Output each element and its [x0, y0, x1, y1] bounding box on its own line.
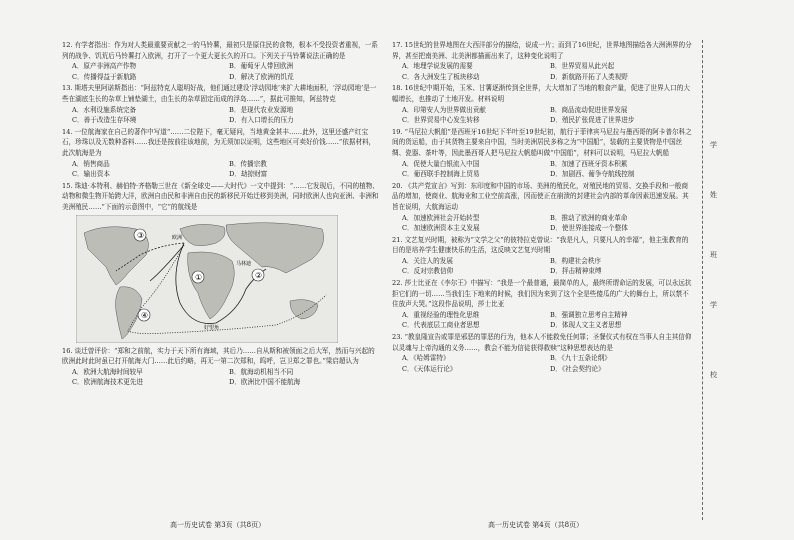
answer-option: A．水利设施系统完备 — [72, 105, 137, 114]
world-map-svg — [76, 215, 338, 343]
answer-option: D．有入口增长的压力 — [229, 116, 294, 125]
question-stem: 15. 珠迪·本特利、赫伯特·齐格勒三世在《新全球史——大时代》一文中提到：“……它发现后，不同的植物、动物和微生物开始跨大洋，欧洲自由民和非洲自由民的新移民开始迁移到美洲，同时欧洲人也向亚洲、非洲和美洲殖民……”下面的示意图中，“它”的航线是 — [62, 181, 379, 211]
question-stem: 12. 有学者指出：作为对人类最重要贡献之一的马铃薯，最初只是原住民的食物，根本不受投资者重视，一系列的战争、饥荒后马铃薯打入欧洲，打开了一个更大更长久的开口。下列关于马铃薯说法正确的是 — [62, 41, 378, 60]
question-stem: 16. 谈迁曾评价：“郑和之前航，实力于天下所有海域，其后乃……自从斯和被领面之后大军，然而与兴起的欧洲此时此时虽已打开航海大门……此后约略，再无一第二次郑和，呜呼，岂卫郑之罪也。”梁启超认为 — [62, 346, 375, 366]
answer-option: C．善于改造生存环境 — [72, 116, 137, 125]
answer-option: D．欧洲比中国不能航海 — [229, 378, 301, 387]
question-block — [392, 278, 692, 331]
answer-options — [392, 310, 692, 331]
question-stem: 18. 16世纪中期开始，玉米、甘薯逐渐传到全世界，大大增加了当地的粮食产量，促进了世界人口的大幅增长，也推动了土地开发。材料说明 — [392, 84, 690, 103]
binding-label: 姓 — [710, 191, 717, 199]
answer-option: A．地理学说发展的需要 — [402, 62, 473, 71]
question-stem: 21. 文艺复兴时期，被称为“文学之父”的彼特拉克曾说：“我是凡人，只要凡人的幸福”，他主张教育的目的是培养学生健康快乐的生活，这反映文艺复兴时期 — [392, 235, 689, 255]
question-block — [392, 83, 692, 125]
question-block — [392, 40, 692, 82]
question-stem: 19. “马尼拉大帆船”是西班牙16世纪下半叶至19世纪初，航行于菲律宾马尼拉与墨西哥的阿卡普尔科之间的货运船，由于其货物主要来自中国，当时美洲居民多称之为“中国船”，装载的主要货物是中国丝绸、瓷器、茶叶等，因此墨西哥人把马尼拉大帆船叫做“中国船”，材料可以说明，马尼拉大帆船 — [392, 127, 692, 157]
answer-option: A．关注人的发展 — [402, 256, 453, 265]
answer-option: D．加剧西、葡争夺航线控制 — [550, 170, 635, 179]
answer-options — [62, 105, 380, 126]
question-stem: 17. 15世纪的世界地图在大西洋部分的描绘，说成一片；而到了16世纪，世界地图描绘各大洲洲界的分界，甚至把南美洲、北美洲都描画出来了，这种变化说明了 — [392, 41, 692, 60]
left-question-list — [62, 40, 380, 213]
answer-options — [62, 61, 380, 82]
answer-option: B．加速了西班牙资本积累 — [550, 159, 628, 168]
answer-option: B．推动了欧洲的商业革命 — [550, 213, 628, 222]
answer-options — [62, 367, 380, 388]
answer-option: C．输出资本 — [72, 170, 111, 179]
answer-option: C．代表底层工商业者思想 — [402, 321, 480, 330]
answer-option: B．《九十五条论纲》 — [550, 354, 611, 363]
binding-label: 班 — [710, 251, 717, 259]
answer-option: C．欧洲航海技术更先进 — [72, 378, 143, 387]
answer-option: A．促使大量白银流入中国 — [402, 159, 480, 168]
left-column — [62, 40, 380, 389]
answer-option: D．殖民扩张促进了世界进步 — [550, 116, 635, 125]
footer-page-4: 高一历史试卷 第4页（共8页） — [488, 521, 584, 529]
question-stem: 14. 一位航海家在自己的著作中写道“……二位陛下，毫无疑问，当地黄金甚丰……此外，这里还盛产红宝石，珍珠以及无数种香料……我还是按前往该地前，为无须加以证明，这些地区可卖好价钱……”依据材料，此次航海是为 — [62, 127, 376, 157]
question-block — [62, 181, 380, 213]
answer-option: A．重视经验的理性化思维 — [402, 310, 480, 319]
binding-line — [702, 40, 717, 520]
question-block — [392, 127, 692, 180]
answer-options — [392, 159, 692, 180]
answer-option: D．抨击精神束缚 — [550, 267, 602, 276]
route-map — [76, 215, 338, 343]
answer-option: C．传播得益于新航路 — [72, 72, 137, 81]
right-question-list — [392, 40, 692, 374]
answer-option: B．世界贸易从此兴起 — [550, 62, 615, 71]
answer-option: D．《社会契约论》 — [550, 364, 605, 373]
answer-options — [392, 105, 692, 126]
marker-2: ② — [255, 270, 263, 280]
question-stem: 23. “教皇隆宣告或罪是邪恶的罪恶的行为，他本人不能救免任何罪；圣餐仪式有权在当事人自主其信仰以灵魂与上帝沟通的义务……，教会不能为信徒获得救赎”这种思想表达的是 — [392, 333, 692, 352]
answer-options — [62, 159, 380, 180]
answer-option: B．构建社会秩序 — [550, 256, 602, 265]
answer-option: D．解决了欧洲的饥荒 — [229, 72, 294, 81]
answer-option: B．航海动机相当不同 — [229, 367, 294, 376]
answer-option: B．葡萄牙人带回欧洲 — [229, 62, 294, 71]
question-block — [392, 181, 692, 234]
binding-label: 学 — [710, 141, 717, 149]
question-block — [62, 127, 380, 180]
left-after-map-list — [62, 346, 380, 388]
answer-options — [392, 61, 692, 82]
question-block — [392, 235, 692, 277]
answer-option: B．是现代农业发源地 — [229, 105, 294, 114]
answer-option: A．《哈姆雷特》 — [402, 354, 450, 363]
answer-option: A．销售商品 — [72, 159, 110, 168]
answer-options — [392, 256, 692, 277]
question-stem: 20. 《共产党宣言》写到：东印度和中国的市场、美洲的殖民化，对殖民地的贸易、交换手段和一般商品的增加，使商业、航海业和工业空前高涨，因而使正在崩溃的封建社会内部的革命因素迅速发展。其旨在说明，大航海运动 — [392, 181, 689, 211]
answer-option: B．商品流动促进世界发展 — [550, 105, 628, 114]
answer-option: B．强调独立思考自主精神 — [550, 310, 628, 319]
answer-options — [392, 213, 692, 234]
marker-1: ① — [195, 272, 203, 282]
answer-option: D．体现人文主义者思想 — [550, 321, 622, 330]
answer-option: A．原产非洲高产作物 — [72, 62, 137, 71]
map-label-south: 好望角 — [204, 324, 220, 331]
answer-option: D．新航路开拓了人类视野 — [550, 72, 628, 81]
answer-option: C．加速欧洲资本主义发展 — [402, 224, 480, 233]
question-block — [62, 83, 380, 125]
binding-label: 学 — [710, 301, 717, 309]
binding-label: 校 — [710, 371, 717, 379]
question-block — [62, 346, 380, 388]
question-block — [62, 40, 380, 82]
answer-option: C．葡西联手控制海上贸易 — [402, 170, 480, 179]
question-block — [392, 332, 692, 374]
question-stem: 13. 斯塔夫里阿诺斯指出：“阿兹特克人聪明好战，他们通过建设‘浮动园地’来扩大耕地面积，‘浮动园地’是一些在湖底生长的杂草上铺垫湖土，由生长的杂草固定而成的浮岛……”，据此可推知，阿兹特克 — [62, 84, 377, 103]
right-column — [392, 40, 692, 375]
marker-3: ③ — [137, 230, 145, 240]
answer-option: D．使世界连接成一个整体 — [550, 224, 628, 233]
marker-4: ④ — [141, 310, 149, 320]
answer-option: A．欧洲大航海时间较早 — [72, 367, 143, 376]
answer-option: C．反对宗教信仰 — [402, 267, 454, 276]
footer-page-3: 高一历史试卷 第3页（共8页） — [170, 521, 266, 529]
answer-option: A．印第安人为世界做出贡献 — [402, 105, 486, 114]
map-label-east: 马林迪 — [236, 260, 252, 267]
answer-option: C．世界贸易中心发生转移 — [402, 116, 480, 125]
answer-option: C．《天体运行论》 — [402, 364, 457, 373]
answer-option: B．传播宗教 — [229, 159, 267, 168]
map-label-west: 欧洲 — [172, 234, 183, 241]
answer-option: A．加速欧洲社会开始转型 — [402, 213, 480, 222]
answer-option: C．各大洲发生了板块移动 — [402, 72, 480, 81]
answer-options — [392, 353, 692, 374]
answer-option: D．劫掠财富 — [229, 170, 268, 179]
question-stem: 22. 莎士比亚在《李尔王》中描写：“我是一个最普通，最简单的人，最终所谓命运的发展，可以永远抗拒它们的一切……当我们生下地来的时候，我们因为来到了这个全是些傻瓜的广大的舞台上，所以禁不住放声大哭。”这段作品说明，莎士比亚 — [392, 279, 692, 309]
